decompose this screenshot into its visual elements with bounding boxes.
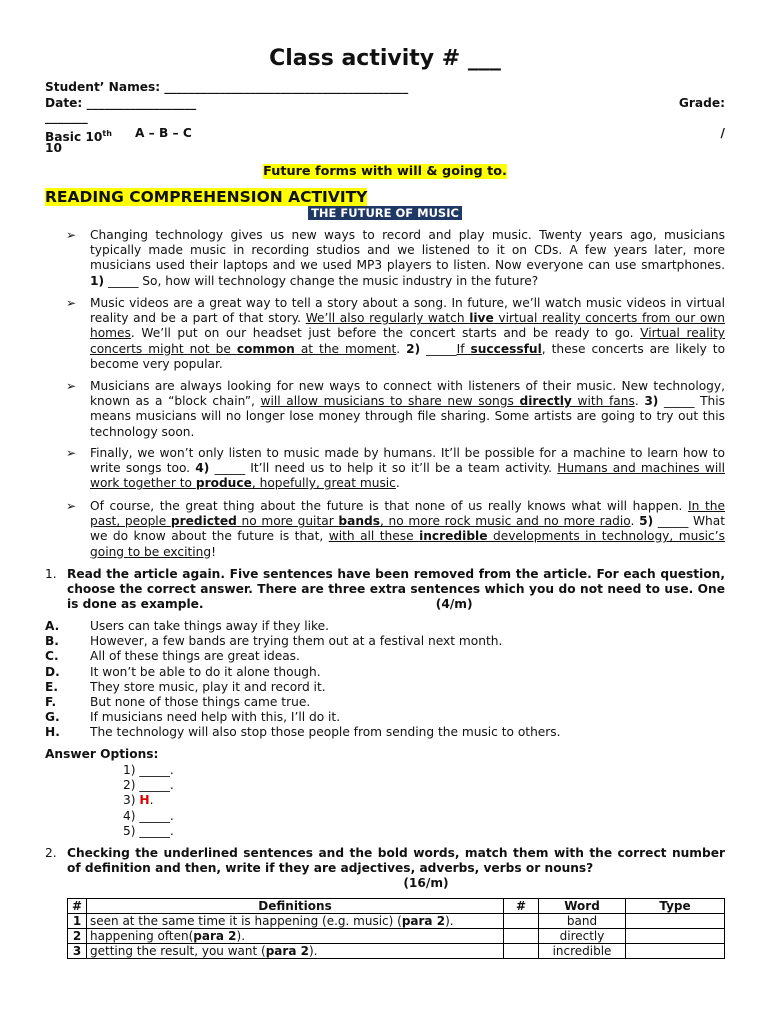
answer-slot-4[interactable]: 4) _____. [123,808,174,823]
answer-slot-5[interactable]: 5) _____. [123,823,174,838]
topic-heading: Future forms with will & going to. [263,164,507,179]
option-list [45,619,561,741]
answer-slot-3-example: 3) H. [123,793,154,808]
bullet-arrow-icon: ➢ [66,296,77,310]
word-type-cell[interactable] [626,944,725,959]
match-number-cell[interactable] [504,944,539,959]
bullet-arrow-icon: ➢ [66,499,77,513]
grade-line: _______ [45,110,88,124]
table-row: 2 happening often(para 2). directly [68,929,725,944]
word-type-cell[interactable] [626,914,725,929]
question-1-text: Read the article again. Five sentences have been removed from the article. For each question, choose the correct answer. There are three extra sentences which you do not need to use. One is done as example. (4/m) [67,567,725,612]
grade-label: Grade: [678,96,725,110]
list-item: C. All of these things are great ideas. [45,649,300,664]
answer-options [123,763,174,839]
question-1-points: (4/m) [435,597,473,612]
list-item: D. It won’t be able to do it alone though. [45,664,321,679]
answer-slot-1[interactable]: 1) _____. [123,763,174,777]
table-row: 1 seen at the same time it is happening (e.g. music) (para 2). band [68,914,725,929]
student-names-row [45,80,725,95]
question-1-number: 1. [45,567,57,581]
table-row: 3 getting the result, you want (para 2). incredible [68,944,725,959]
answer-slot-2[interactable]: 2) _____. [123,778,174,793]
grade-denominator: / [720,126,725,140]
student-names-line: ________________________________________ [164,80,409,94]
bullet-arrow-icon: ➢ [66,379,77,393]
list-item: E. They store music, play it and record it. [45,679,326,694]
list-item: A. Users can take things away if they like. [45,619,329,633]
definitions-table [67,898,725,959]
list-item: B. However, a few bands are trying them out at a festival next month. [45,634,503,649]
list-item: G. If musicians need help with this, I’ll do it. [45,710,341,725]
question-2-number: 2. [45,846,57,860]
list-item: H. The technology will also stop those people from sending the music to others. [45,725,561,740]
paragraph-4: ➢ Finally, we won’t only listen to music made by humans. It’ll be possible for a machine to learn how to write songs too. 4) _____ It’ll need us to help it so it’ll be a team activity. Humans and machines will work together to produce, hopefully, great music. [66,446,726,491]
paragraph-5: ➢ Of course, the great thing about the future is that none of us really knows what will happen. In the past, people predicted no more guitar bands, no more rock music and no more radio. 5) _____ What we do know about the future is that, with all these incredible developments in technology, music’s going to be exciting! [66,499,726,559]
page-title: Class activity # ___ [269,46,501,71]
question-2-text: Checking the underlined sentences and the bold words, match them with the correct number of definition and then, write if they are adjectives, adverbs, verbs or nouns? (16/m) [67,846,725,891]
table-header-row: # Definitions # Word Type [68,899,725,914]
paragraph-1: ➢ Changing technology gives us new ways to record and play music. Twenty years ago, musicians typically made music in recording studios and we listened to it on CDs. A few years later, more musicians used their laptops and we used MP3 players to listen. Now everyone can use smartphones. 1) _____ So, how will technology change the music industry in the future? [66,228,725,288]
activity-title: READING COMPREHENSION ACTIVITY [45,188,368,206]
date-row [45,96,725,111]
answer-options-label: Answer Options: [45,747,159,761]
article-title: THE FUTURE OF MUSIC [45,206,725,221]
list-item: F. But none of those things came true. [45,694,311,709]
date-line: __________________ [86,96,197,110]
student-names-label: Student’ Names: [45,80,161,94]
question-2-points: (16/m) [403,876,449,891]
match-number-cell[interactable] [504,929,539,944]
level-label: Basic 10th [45,129,112,145]
bullet-arrow-icon: ➢ [66,228,77,242]
word-type-cell[interactable] [626,929,725,944]
paragraph-2: ➢ Music videos are a great way to tell a story about a song. In future, we’ll watch music videos in virtual reality and be a part of that story. We’ll also regularly watch live virtual reality concerts from our own homes. We’ll put on our headset just before the concert starts and be ready to go. Virtual reality concerts might not be common at the moment. 2) _____If successful, these concerts are likely to become very popular. [66,296,726,371]
sections-label: A – B – C [135,126,192,140]
date-label: Date: [45,96,83,110]
match-number-cell[interactable] [504,914,539,929]
grade-total: 10 [45,141,62,155]
paragraph-3: ➢ Musicians are always looking for new ways to connect with listeners of their music. New technology, known as a “block chain”, will allow musicians to share new songs directly with fans. 3) _____ This means musicians will no longer lose money through file sharing. Some artists are going to try out this technology soon. [66,379,726,439]
bullet-arrow-icon: ➢ [66,446,77,460]
